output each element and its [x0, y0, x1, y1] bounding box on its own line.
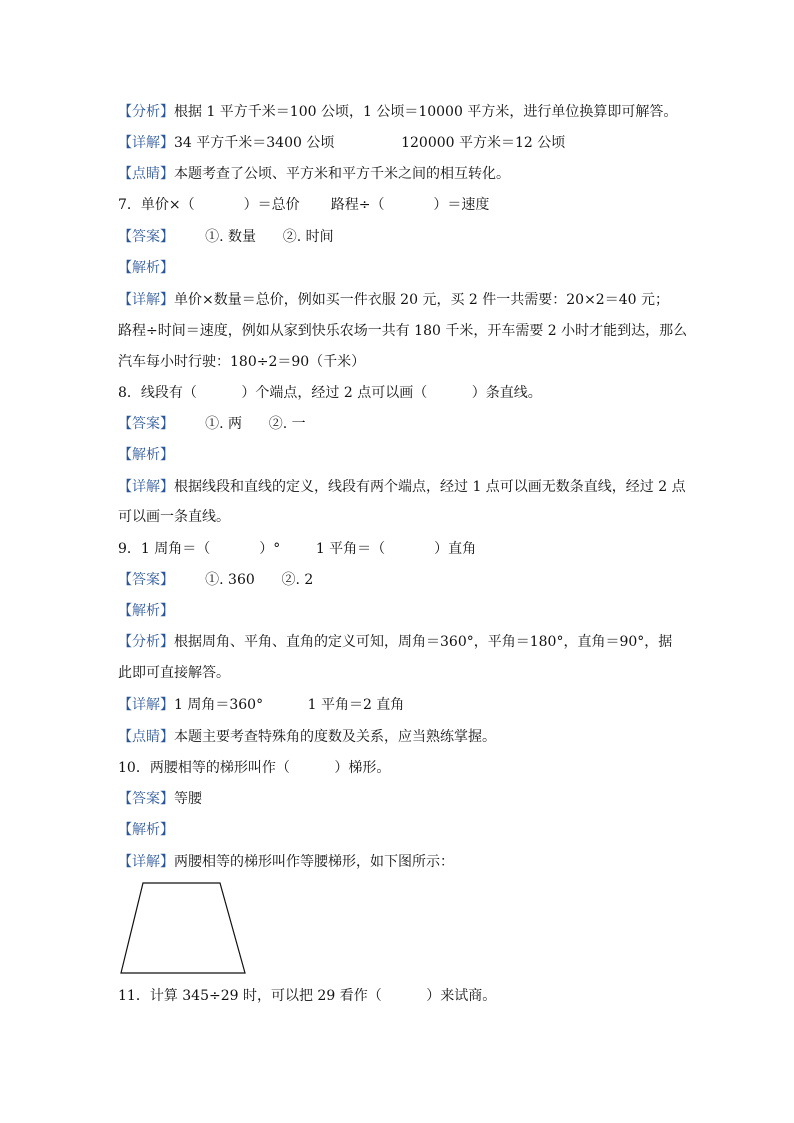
- tag: 【答案】: [118, 229, 174, 245]
- tag: 【详解】: [118, 292, 174, 308]
- text: 11．计算 345÷29 时，可以把 29 看作（ ）来试商。: [118, 988, 497, 1004]
- isosceles-trapezoid-figure: [118, 880, 248, 976]
- analysis-10: [118, 820, 174, 840]
- text: 两腰相等的梯形叫作等腰梯形，如下图所示：: [174, 854, 454, 870]
- text: 本题考查了公顷、平方米和平方千米之间的相互转化。: [174, 166, 510, 182]
- text: 8．线段有（ ）个端点，经过 2 点可以画（ ）条直线。: [118, 385, 542, 401]
- reasoning-9-cont: [118, 663, 230, 683]
- text: 本题主要考查特殊角的度数及关系，应当熟练掌握。: [174, 729, 496, 745]
- answer-7: [118, 227, 334, 247]
- text: 汽车每小时行驶：180÷2＝90（千米）: [118, 354, 366, 370]
- detail-7-cont2: [118, 352, 365, 372]
- text: 1 周角＝360° 1 平角＝2 直角: [174, 697, 405, 713]
- answer-10: [118, 789, 202, 809]
- question-11: [118, 986, 496, 1006]
- answer-9: [118, 570, 313, 590]
- tag: 【解析】: [118, 822, 174, 838]
- tag: 【点睛】: [118, 166, 174, 182]
- analysis-8: [118, 445, 174, 465]
- text: 34 平方千米＝3400 公顷 120000 平方米＝12 公顷: [174, 135, 566, 151]
- detail-8: [118, 477, 686, 497]
- tag: 【详解】: [118, 854, 174, 870]
- detail-10: [118, 852, 454, 872]
- tag: 【解析】: [118, 260, 174, 276]
- text: 路程÷时间＝速度，例如从家到快乐农场一共有 180 千米，开车需要 2 小时才能到达，那么: [118, 323, 688, 339]
- text: ①. 360 ②. 2: [174, 572, 314, 588]
- tag: 【答案】: [118, 572, 174, 588]
- question-7: [118, 195, 489, 215]
- text: ①. 数量 ②. 时间: [174, 229, 334, 245]
- line-1: [118, 102, 677, 122]
- text: 根据 1 平方千米＝100 公顷，1 公顷＝10000 平方米，进行单位换算即可解答。: [174, 104, 678, 120]
- question-8: [118, 383, 542, 403]
- text: 此即可直接解答。: [118, 665, 230, 681]
- detail-7-cont: [118, 321, 687, 341]
- text: 根据线段和直线的定义，线段有两个端点，经过 1 点可以画无数条直线，经过 2 点: [174, 479, 686, 495]
- tag: 【分析】: [118, 104, 174, 120]
- comment-9: [118, 727, 496, 747]
- text: 根据周角、平角、直角的定义可知，周角＝360°，平角＝180°，直角＝90°，据: [174, 634, 673, 650]
- detail-9: [118, 695, 404, 715]
- line-3: [118, 164, 510, 184]
- tag: 【详解】: [118, 697, 174, 713]
- tag: 【解析】: [118, 447, 174, 463]
- tag: 【答案】: [118, 791, 174, 807]
- tag: 【点睛】: [118, 729, 174, 745]
- detail-8-cont: [118, 507, 230, 527]
- text: 7．单价×（ ）＝总价 路程÷（ ）＝速度: [118, 197, 490, 213]
- tag: 【详解】: [118, 135, 174, 151]
- question-9: [118, 539, 476, 559]
- tag: 【分析】: [118, 634, 174, 650]
- text: 可以画一条直线。: [118, 509, 230, 525]
- analysis-7: [118, 258, 174, 278]
- text: 9．1 周角＝（ ）° 1 平角＝（ ）直角: [118, 541, 477, 557]
- text: 单价×数量＝总价，例如买一件衣服 20 元，买 2 件一共需要：20×2＝40 元；: [174, 292, 669, 308]
- line-2: [118, 133, 565, 153]
- analysis-9: [118, 601, 174, 621]
- tag: 【答案】: [118, 416, 174, 432]
- text: ①. 两 ②. 一: [174, 416, 306, 432]
- tag: 【解析】: [118, 603, 174, 619]
- answer-8: [118, 414, 306, 434]
- trapezoid-shape: [121, 883, 245, 973]
- reasoning-9: [118, 632, 672, 652]
- question-10: [118, 758, 390, 778]
- tag: 【详解】: [118, 479, 174, 495]
- detail-7: [118, 290, 669, 310]
- text: 等腰: [174, 791, 202, 807]
- text: 10．两腰相等的梯形叫作（ ）梯形。: [118, 760, 391, 776]
